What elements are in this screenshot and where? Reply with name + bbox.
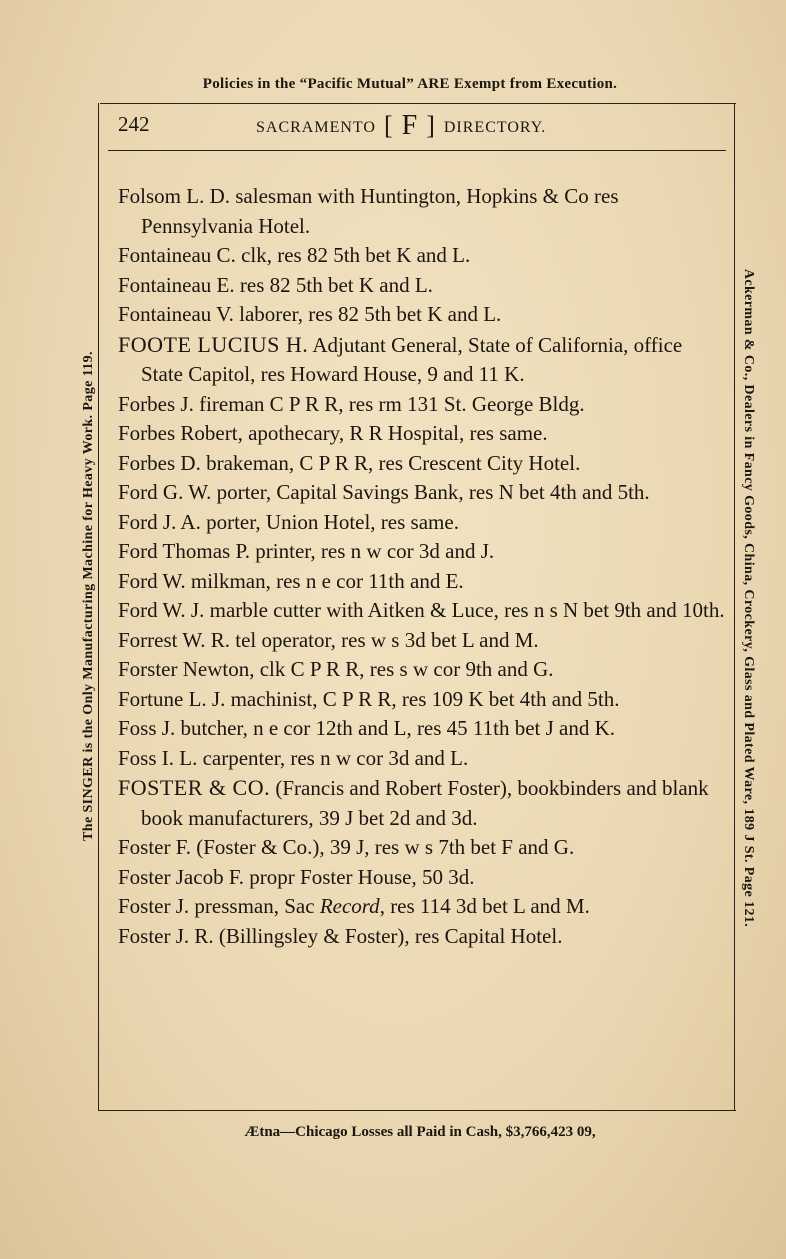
entry-text: (Francis and Robert Foster), bookbinders and blank book manufacturers, 39 J bet 2d and 3d.	[141, 776, 709, 830]
running-head	[118, 110, 718, 144]
frame-border-top	[100, 103, 736, 104]
directory-entry	[118, 596, 726, 626]
directory-entry	[118, 419, 726, 449]
frame-border-bottom	[98, 1110, 736, 1111]
entry-text: Foster J. R. (Billingsley & Foster), res Capital Hotel.	[118, 923, 563, 948]
frame-border-right	[734, 103, 735, 1110]
running-head-directory: DIRECTORY.	[443, 119, 547, 136]
directory-entries	[118, 182, 726, 951]
directory-entry	[118, 182, 726, 241]
entry-text: Folsom L. D. salesman with Huntington, Hopkins & Co res Pennsylvania Hotel.	[118, 184, 619, 238]
directory-entry	[118, 567, 726, 597]
entry-text: Ford Thomas P. printer, res n w cor 3d and J.	[118, 539, 495, 563]
entry-text: Foss J. butcher, n e cor 12th and L, res 45 11th bet J and K.	[118, 716, 616, 740]
directory-entry	[118, 478, 726, 508]
running-head-city: SACRAMENTO	[256, 119, 376, 136]
directory-entry	[118, 626, 726, 656]
entry-text: Forrest W. R. tel operator, res w s 3d bet L and M.	[118, 627, 539, 652]
running-head-letter: F	[401, 110, 419, 141]
directory-entry	[118, 508, 726, 538]
top-advertisement-banner: Policies in the “Pacific Mutual” ARE Exempt from Execution.	[202, 76, 618, 92]
entry-text: Adjutant General, State of California, office State Capitol, res Howard House, 9 and 11 K.	[141, 332, 683, 386]
right-side-advertisement-text: Ackerman & Co., Dealers in Fancy Goods, China, Crockery, Glass and Plated Ware, 189 J St. Page 121.	[741, 268, 756, 928]
page-number: 242	[118, 112, 150, 136]
running-head-bracket-close: ]	[426, 111, 436, 140]
entry-text: Foster F. (Foster & Co.), 39 J, res w s 7th bet F and G.	[118, 835, 575, 859]
bottom-advertisement-banner: Ætna—Chicago Losses all Paid in Cash, $3,766,423 09,	[244, 1124, 596, 1140]
directory-entry	[118, 655, 726, 685]
entry-text-after: , res 114 3d bet L and M.	[379, 894, 590, 918]
header-rule	[108, 150, 726, 151]
entry-text: Forbes J. fireman C P R R, res rm 131 St. George Bldg.	[118, 391, 585, 416]
directory-entry	[118, 833, 726, 863]
directory-entry	[118, 714, 726, 744]
directory-entry	[118, 390, 726, 420]
entry-text: Foss I. L. carpenter, res n w cor 3d and L.	[118, 745, 469, 770]
entry-text: Ford W. J. marble cutter with Aitken & Luce, res n s N bet 9th and 10th.	[118, 598, 725, 622]
entry-text: Fontaineau E. res 82 5th bet K and L.	[118, 272, 433, 297]
entry-text: Fortune L. J. machinist, C P R R, res 109 K bet 4th and 5th.	[118, 686, 620, 711]
directory-entry	[118, 892, 726, 922]
entry-text: Fontaineau V. laborer, res 82 5th bet K and L.	[118, 302, 502, 326]
entry-bold-name: FOOTE LUCIUS H.	[118, 331, 309, 357]
frame-border-left	[98, 103, 99, 1110]
entry-bold-name: FOSTER & CO.	[118, 775, 271, 800]
entry-text: Fontaineau C. clk, res 82 5th bet K and L.	[118, 243, 471, 267]
entry-text: Ford W. milkman, res n e cor 11th and E.	[118, 568, 464, 593]
directory-entry	[118, 330, 726, 390]
entry-text: Forbes Robert, apothecary, R R Hospital, res same.	[118, 421, 548, 445]
running-head-title	[256, 110, 546, 142]
directory-entry	[118, 449, 726, 479]
left-side-advertisement-text: The SINGER is the Only Manufacturing Machine for Heavy Work. Page 119.	[81, 351, 96, 841]
entry-text: Foster J. pressman, Sac	[118, 894, 320, 918]
directory-entry	[118, 922, 726, 952]
directory-entry	[118, 300, 726, 330]
entry-italic-text: Record	[319, 894, 380, 918]
directory-entry	[118, 863, 726, 893]
directory-entry	[118, 744, 726, 774]
entry-text: Ford J. A. porter, Union Hotel, res same.	[118, 509, 459, 534]
running-head-bracket-open: [	[383, 111, 394, 140]
directory-entry	[118, 773, 726, 833]
directory-entry	[118, 271, 726, 301]
entry-text: Forbes D. brakeman, C P R R, res Crescent City Hotel.	[118, 450, 581, 475]
entry-text: Foster Jacob F. propr Foster House, 50 3d.	[118, 864, 475, 889]
directory-entry	[118, 685, 726, 715]
entry-text: Forster Newton, clk C P R R, res s w cor 9th and G.	[118, 657, 554, 681]
directory-entry	[118, 241, 726, 271]
directory-entry	[118, 537, 726, 567]
entry-text: Ford G. W. porter, Capital Savings Bank, res N bet 4th and 5th.	[118, 480, 650, 504]
